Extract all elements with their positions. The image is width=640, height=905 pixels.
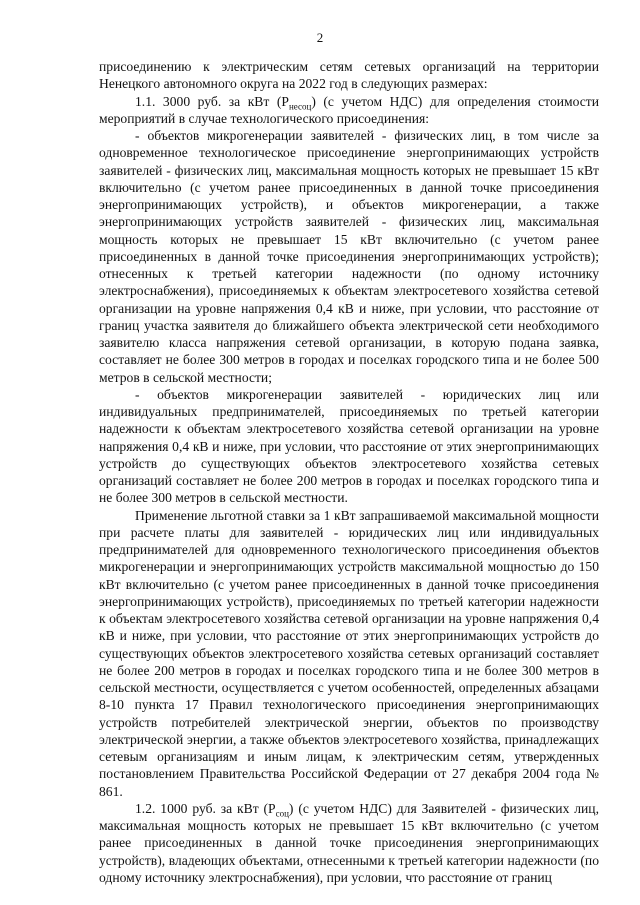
page-number: 2 (316, 30, 324, 45)
document-body (99, 58, 599, 886)
paragraph-1-1 (99, 93, 599, 128)
paragraph-1-2 (99, 800, 599, 886)
paragraph-1-2-start: 1.2. 1000 руб. за кВт (P (135, 800, 276, 816)
subscript-nesoc: несоц (288, 101, 312, 112)
subscript-soc: соц (275, 808, 289, 819)
paragraph-1-1-end: ) (с учетом НДС) для определения стоимости мероприятий в случае технологического присоединения: (99, 93, 600, 126)
paragraph-1-1-start: 1.1. 3000 руб. за кВт (P (135, 93, 289, 109)
paragraph-intro: присоединению к электрическим сетям сетевых организаций на территории Ненецкого автономного округа на 2022 год в следующих размерах: (99, 59, 599, 92)
paragraph-microgeneration-legal-entities: - объектов микрогенерации заявителей - юридических лиц или индивидуальных предпринимателей, присоединяемых по третьей категории надежности к объектам электросетевого хозяйства сетевой организации на уровне напряжения 0,4 кВ и ниже, при условии, что расстояние от этих энергопринимающих устройств до существующих объектов электросетевого хозяйства сетевых организаций составляет не более 200 метров в городах и поселках городского типа и не более 300 метров в сельской местности. (99, 386, 599, 506)
paragraph-microgeneration-individuals: - объектов микрогенерации заявителей - физических лиц, в том числе за одновременное технологическое присоединение энергопринимающих устройств заявителей - физических лиц, максимальная мощность которых не превышает 15 кВт включительно (с учетом ранее присоединенных в данной точке присоединения энергопринимающих устройств), и объектов микрогенерации, а также энергопринимающих устройств заявителей - физических лиц, максимальная мощность которых не превышает 15 кВт включительно (с учетом ранее присоединенных в данной точке присоединения энергопринимающих устройств); отнесенных к третьей категории надежности (по одному источнику электроснабжения), присоединяемых к объектам электросетевого хозяйства сетевой организации на уровне напряжения 0,4 кВ и ниже, при условии, что расстояние от границ участка заявителя до ближайшего объекта электрической сети необходимого заявителю класса напряжения сетевой организации, в которую подана заявка, составляет не более 300 метров в городах и поселках городского типа и не более 500 метров в сельской местности; (99, 128, 599, 385)
paragraph-1-2-end: ) (с учетом НДС) для Заявителей - физических лиц, максимальная мощность которых не превышает 15 кВт включительно (с учетом ранее присоединенных в данной точке присоединения энергопринимающих устройств), владеющих объектами, отнесенными к третьей категории надежности (по одному источнику электроснабжения), при условии, что расстояние от границ (99, 800, 599, 885)
paragraph-preferential-rate: Применение льготной ставки за 1 кВт запрашиваемой максимальной мощности при расчете платы для заявителей - юридических лиц или индивидуальных предпринимателей для одновременного технологического присоединения объектов микрогенерации и энергопринимающих устройств максимальной мощностью до 150 кВт включительно (с учетом ранее присоединенных в данной точке присоединения энергопринимающих устройств), присоединяемых по третьей категории надежности к объектам электросетевого хозяйства сетевой организации на уровне напряжения 0,4 кВ и ниже, при условии, что расстояние от этих энергопринимающих устройств до существующих объектов электросетевого хозяйства сетевых организаций составляет не более 200 метров в городах и поселках городского типа и не более 300 метров в сельской местности, осуществляется с учетом особенностей, определенных абзацами 8-10 пункта 17 Правил технологического присоединения энергопринимающих устройств потребителей электрической энергии, объектов по производству электрической энергии, а также объектов электросетевого хозяйства, принадлежащих сетевым организациям и иным лицам, к электрическим сетям, утвержденных постановлением Правительства Российской Федерации от 27 декабря 2004 года № 861. (99, 507, 599, 799)
